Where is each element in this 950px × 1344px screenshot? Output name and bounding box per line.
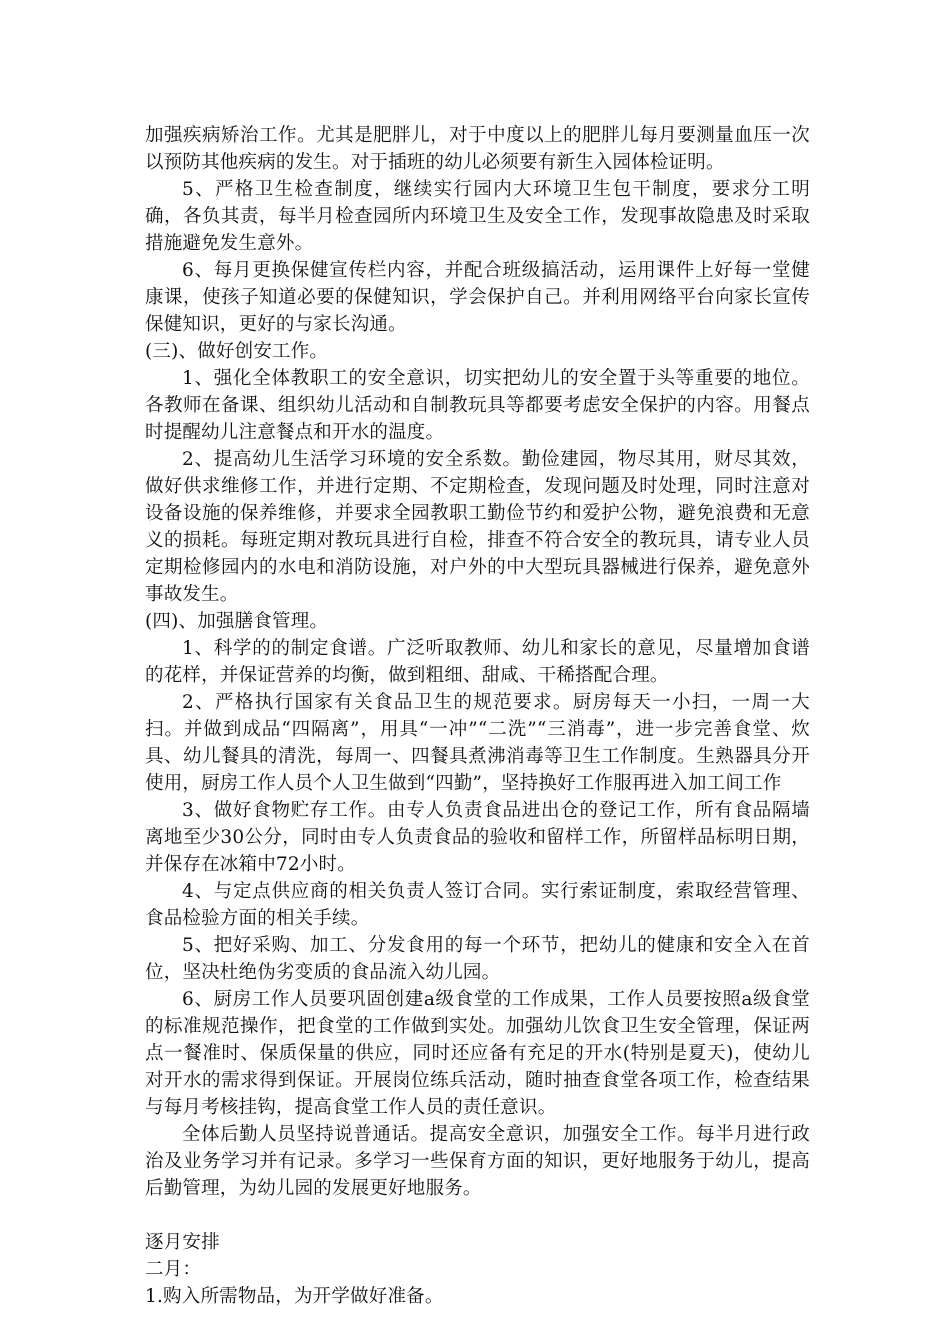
section-title-monthly-plan: 逐月安排 [145,1232,220,1253]
paragraph-meals-item-4: 4、与定点供应商的相关负责人签订合同。实行索证制度，索取经营管理、食品检验方面的相关手续。 [145,881,810,929]
month-heading-february: 二月： [145,1259,202,1280]
paragraph-meals-item-3: 3、做好食物贮存工作。由专人负责食品进出仓的登记工作，所有食品隔墙离地至少30公分，同时由专人负责食品的验收和留样工作，所留样品标明日期，并保存在冰箱中72小时。 [145,800,810,875]
paragraph-meals-item-2: 2、严格执行国家有关食品卫生的规范要求。厨房每天一小扫，一周一大扫。并做到成品“四隔离”，用具“一冲”“二洗”“三消毒”，进一步完善食堂、炊具、幼儿餐具的清洗，每周一、四餐具煮沸消毒等卫生工作制度。生熟器具分开使用，厨房工作人员个人卫生做到“四勤”，坚持换好工作服再进入加工间工作 [145,692,810,794]
paragraph-meals-item-1: 1、科学的的制定食谱。广泛听取教师、幼儿和家长的意见，尽量增加食谱的花样，并保证营养的均衡，做到粗细、甜咸、干稀搭配合理。 [145,638,810,686]
paragraph-meals-item-5: 5、把好采购、加工、分发食用的每一个环节，把幼儿的健康和安全入在首位，坚决杜绝伪劣变质的食品流入幼儿园。 [145,935,810,983]
paragraph-safety-item-1: 1、强化全体教职工的安全意识，切实把幼儿的安全置于头等重要的地位。各教师在备课、组织幼儿活动和自制教玩具等都要考虑安全保护的内容。用餐点时提醒幼儿注意餐点和开水的温度。 [145,368,810,443]
paragraph-item-6-health-board: 6、每月更换保健宣传栏内容，并配合班级搞活动，运用课件上好每一堂健康课，使孩子知道必要的保健知识，学会保护自己。并利用网络平台向家长宣传保健知识，更好的与家长沟通。 [145,260,810,335]
paragraph-disease-correction: 加强疾病矫治工作。尤其是肥胖儿，对于中度以上的肥胖儿每月要测量血压一次以预防其他疾病的发生。对于插班的幼儿必须要有新生入园体检证明。 [145,125,810,173]
section-heading-meals: (四)、加强膳食管理。 [145,611,329,632]
section-heading-safety: (三)、做好创安工作。 [145,341,329,362]
paragraph-meals-item-6: 6、厨房工作人员要巩固创建a级食堂的工作成果，工作人员要按照a级食堂的标准规范操作，把食堂的工作做到实处。加强幼儿饮食卫生安全管理，保证两点一餐准时、保质保量的供应，同时还应备有充足的开水(特别是夏天)，使幼儿对开水的需求得到保证。开展岗位练兵活动，随时抽查食堂各项工作，检查结果与每月考核挂钩，提高食堂工作人员的责任意识。 [145,989,810,1118]
document-body [145,122,810,1310]
paragraph-item-5-hygiene-inspection: 5、严格卫生检查制度，继续实行园内大环境卫生包干制度，要求分工明确，各负其责，每半月检查园所内环境卫生及安全工作，发现事故隐患及时采取措施避免发生意外。 [145,179,810,254]
paragraph-staff-summary: 全体后勤人员坚持说普通话。提高安全意识，加强安全工作。每半月进行政治及业务学习并有记录。多学习一些保育方面的知识，更好地服务于幼儿，提高后勤管理，为幼儿园的发展更好地服务。 [145,1124,810,1199]
paragraph-safety-item-2: 2、提高幼儿生活学习环境的安全系数。勤俭建园，物尽其用，财尽其效，做好供求维修工作，并进行定期、不定期检查，发现问题及时处理，同时注意对设备设施的保养维修，并要求全园教职工勤俭节约和爱护公物，避免浪费和无意义的损耗。每班定期对教玩具进行自检，排查不符合安全的教玩具，请专业人员定期检修园内的水电和消防设施，对户外的中大型玩具器械进行保养，避免意外事故发生。 [145,449,810,605]
list-item-february-1: 1.购入所需物品，为开学做好准备。 [145,1286,444,1307]
